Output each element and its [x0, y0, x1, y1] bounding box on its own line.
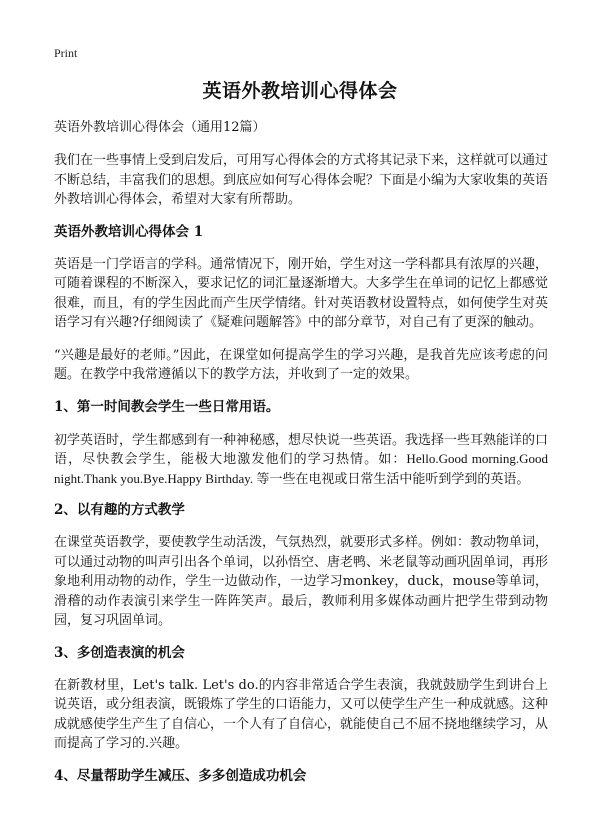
- section-paragraph-2: 在课堂英语教学，要使教学生动活泼，气氛热烈，就要形式多样。例如：教动物单词，可以通过动物的叫声引出各个单词，以孙悟空、唐老鸭、米老鼠等动画巩固单词，再形象地利用动物的动作，学生一边做动作，一边学习monkey，duck，mouse等单词，滑稽的动作表演引来学生一阵阵笑声。最后，教师利用多媒体动画片把学生带到动物园，复习巩固单词。: [54, 535, 549, 628]
- document-body: [54, 118, 548, 799]
- section-paragraph-3: 在新教材里，Let's talk. Let's do.的内容非常适合学生表演，我就鼓励学生到讲台上说英语，或分组表演，既锻炼了学生的口语能力，又可以使学生产生一种成就感。这种成就感使学生产生了自信心，一个人有了自信心，就能使自己不屈不挠地继续学习，从而提高了学习的.兴趣。: [54, 677, 549, 751]
- section-heading-2: 2、以有趣的方式教学: [54, 502, 185, 518]
- print-label[interactable]: Print: [54, 46, 78, 60]
- section-heading-1: 1、第一时间教会学生一些日常用语。: [54, 398, 280, 415]
- article-heading: 英语外教培训心得体会 1: [54, 223, 204, 240]
- document-subtitle: 英语外教培训心得体会（通用12篇）: [54, 120, 266, 135]
- section-heading-3: 3、多创造表演的机会: [54, 644, 185, 661]
- document-title: 英语外教培训心得体会: [202, 80, 398, 102]
- section-paragraph-1: 初学英语时，学生都感到有一种神秘感，想尽快说一些英语。我选择一些耳熟能详的口语，尽快教会学生，能极大地激发他们的学习热情。如：Hello.Good morning.Good night.Thank you.Bye.Happy Birthday. 等一些在电视或日常生活中能听到学到的英语。: [54, 431, 549, 486]
- intro-paragraph: 我们在一些事情上受到启发后，可用写心得体会的方式将其记录下来，这样就可以通过不断总结，丰富我们的思想。到底应如何写心得体会呢？下面是小编为大家收集的英语外教培训心得体会，希望对大家有所帮助。: [54, 153, 549, 207]
- section-heading-4: 4、尽量帮助学生减压、多多创造成功机会: [54, 767, 307, 784]
- article-paragraph-2: “兴趣是最好的老师。”因此，在课堂如何提高学生的学习兴趣，是我首先应该考虑的问题。在教学中我常遵循以下的教学方法，并收到了一定的效果。: [54, 347, 548, 382]
- article-paragraph-1: 英语是一门学语言的学科。通常情况下，刚开始，学生对这一学科都具有浓厚的兴趣，可随着课程的不断深入，要求记忆的词汇量逐渐增大。大多学生在单词的记忆上都感觉很难，而且，有的学生因此而产生厌学情绪。针对英语教材设置特点，如何使学生对英语学习有兴趣?仔细阅读了《疑难问题解答》中的部分章节，对自己有了更深的触动。: [54, 256, 549, 330]
